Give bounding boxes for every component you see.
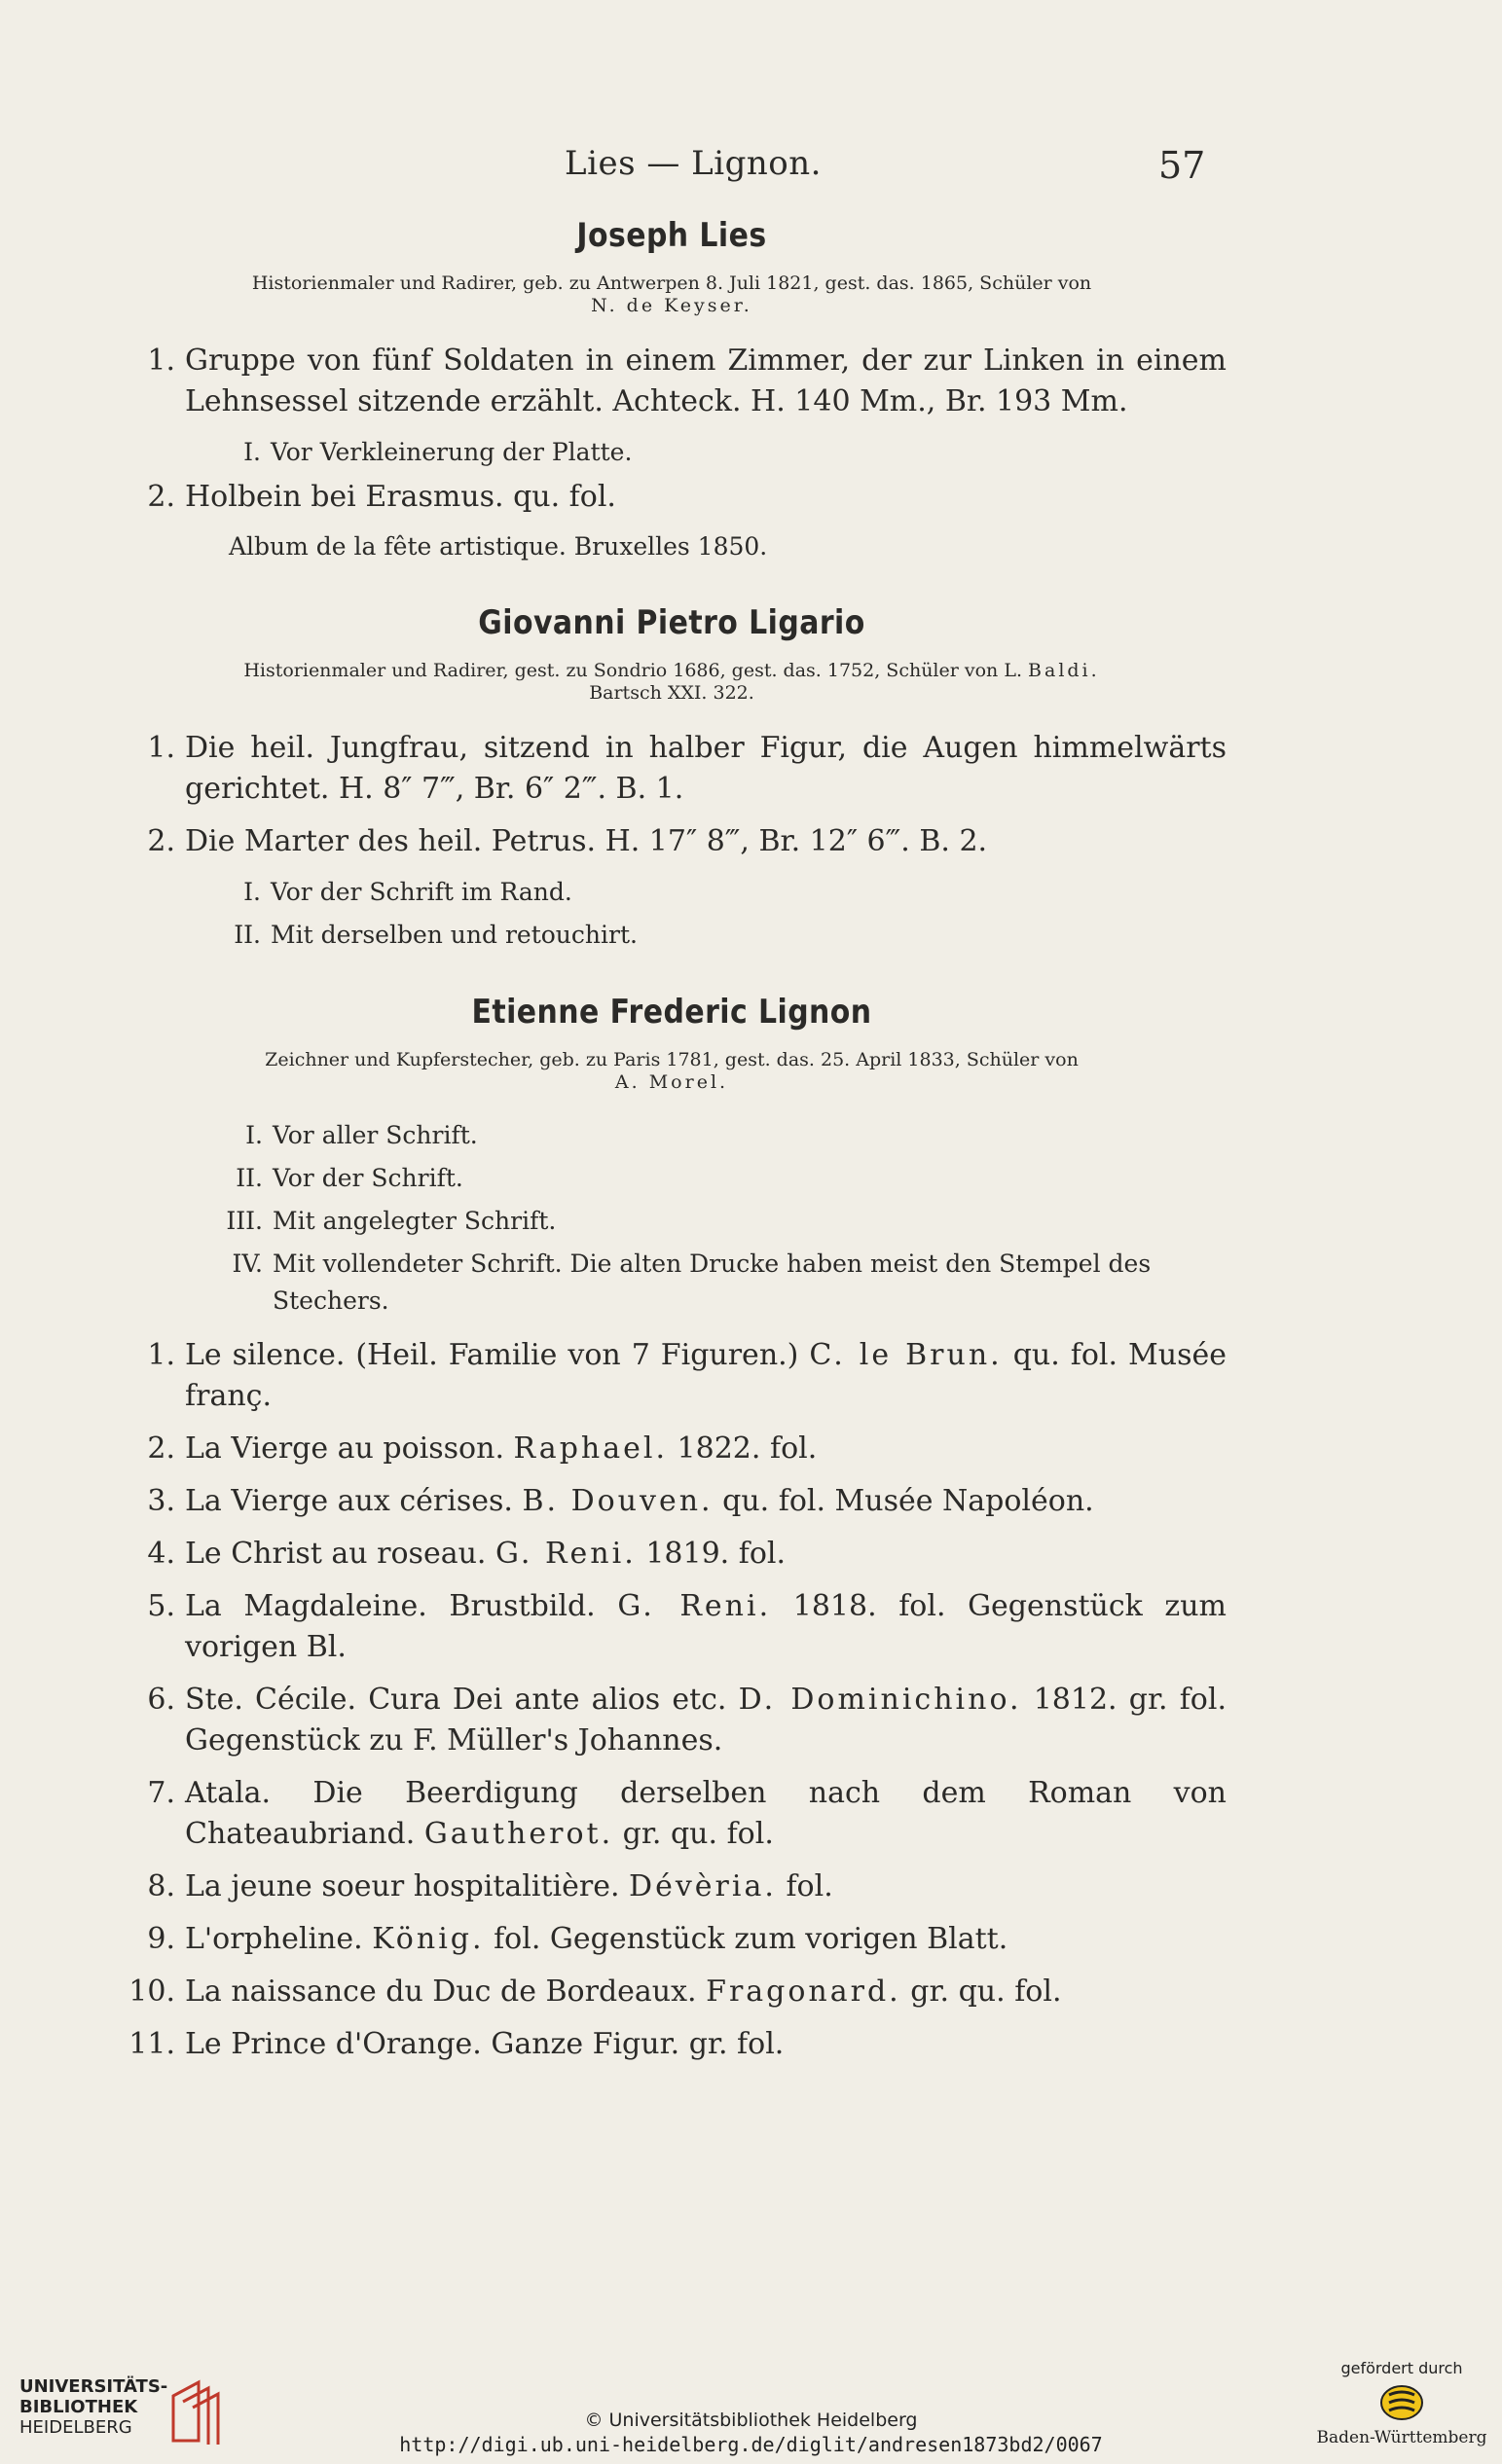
entry-number: 1. — [147, 731, 175, 765]
state-line — [117, 1246, 1227, 1320]
entry-artist: Raphael. — [513, 1431, 668, 1466]
library-line-1: UNIVERSITÄTS- — [19, 2376, 168, 2397]
bio-text: Historienmaler und Radirer, geb. zu Antwerpen 8. Juli 1821, gest. das. 1865, Schüler von — [251, 272, 1092, 294]
state-number: IV. — [232, 1250, 263, 1278]
entry-number: 1. — [147, 1338, 175, 1372]
permalink-url[interactable]: http://digi.ub.uni-heidelberg.de/diglit/andresen1873bd2/0067 — [399, 2433, 1103, 2456]
entry-number: 7. — [147, 1776, 175, 1810]
entry-text: La jeune soeur hospitalitière. — [185, 1869, 620, 1903]
entry-text: Die Marter des heil. Petrus. H. 17″ 8‴, Br. 12″ 6‴. B. 2. — [185, 824, 988, 858]
bio-teacher: N. de Keyser. — [591, 295, 752, 316]
entry-text: La Magdaleine. Brustbild. — [185, 1589, 596, 1623]
entry-artist: C. le Brun. — [809, 1338, 1003, 1372]
entry-text: Ste. Cécile. Cura Dei ante alios etc. — [185, 1683, 727, 1717]
entry-number: 3. — [147, 1484, 175, 1518]
section-etienne-frederic-lignon — [117, 993, 1227, 2065]
entry-artist: G. Reni. — [617, 1589, 772, 1623]
entry-tail: gr. fol. — [688, 2027, 785, 2061]
state-number: I. — [243, 878, 261, 906]
entry-tail: fol. Gegenstück zum vorigen Blatt. — [494, 1922, 1008, 1956]
entry-text: Gruppe von fünf Soldaten in einem Zimmer, der zur Linken in einem Lehnsessel sitzende erzählt. Achteck. H. 140 Mm., Br. 193 Mm. — [185, 344, 1227, 418]
entry-text: La naissance du Duc de Bordeaux. — [185, 1975, 697, 2009]
entry-artist: G. Reni. — [495, 1537, 637, 1571]
entry-number: 2. — [147, 824, 175, 858]
catalogue-entry — [117, 1680, 1227, 1761]
entry-text: Atala. Die Beerdigung derselben nach dem Roman von Chateaubriand. — [185, 1776, 1227, 1851]
catalogue-entry — [117, 1866, 1227, 1907]
entry-tail: qu. fol. Musée franç. — [185, 1338, 1227, 1413]
state-number: I. — [245, 1121, 263, 1149]
library-line-2: BIBLIOTHEK — [19, 2397, 138, 2417]
entry-number: 6. — [147, 1683, 175, 1717]
state-line — [117, 434, 1227, 471]
running-title: Lies — Lignon. — [565, 144, 822, 183]
state-text: Vor der Schrift im Rand. — [271, 878, 572, 906]
bio-text: Historienmaler und Radirer, gest. zu Sondrio 1686, gest. das. 1752, Schüler von L. — [243, 660, 1022, 681]
artist-bio — [117, 660, 1227, 705]
catalogue-entry — [117, 1335, 1227, 1417]
entry-number: 8. — [147, 1869, 175, 1903]
state-line — [117, 1117, 1227, 1154]
catalogue-entry — [117, 341, 1227, 422]
state-text: Vor Verkleinerung der Platte. — [271, 438, 633, 466]
section-title: Etienne Frederic Lignon — [471, 993, 872, 1032]
catalogue-entry — [117, 728, 1227, 810]
entry-tail: 1818. fol. Gegenstück zum vorigen Bl. — [185, 1589, 1227, 1664]
state-line — [117, 917, 1227, 954]
artist-bio — [117, 1049, 1227, 1094]
state-line — [117, 1160, 1227, 1197]
artist-bio — [117, 272, 1227, 317]
entry-number: 9. — [147, 1922, 175, 1956]
page-footer — [0, 2326, 1502, 2464]
entry-tail: fol. — [786, 1869, 833, 1903]
state-number: III. — [226, 1207, 263, 1235]
page-number: 57 — [1158, 144, 1206, 187]
catalogue-entry — [117, 1481, 1227, 1522]
state-number: II. — [236, 1164, 263, 1192]
entry-text: La Vierge aux cérises. — [185, 1484, 513, 1518]
page-header — [0, 144, 1502, 202]
copyright-notice: © Universitätsbibliothek Heidelberg — [584, 2410, 918, 2431]
state-line — [117, 1203, 1227, 1240]
entry-note: Album de la fête artistique. Bruxelles 1850. — [229, 532, 768, 561]
entry-artist: Dévèria. — [629, 1869, 777, 1903]
sponsor-name: Baden-Württemberg — [1316, 2428, 1487, 2447]
entry-tail: gr. qu. fol. — [622, 1817, 774, 1851]
entry-text: Le Christ au roseau. — [185, 1537, 487, 1571]
entry-tail: gr. qu. fol. — [910, 1975, 1062, 2009]
entry-tail: qu. fol. Musée Napoléon. — [722, 1484, 1094, 1518]
state-text: Mit derselben und retouchirt. — [271, 921, 638, 949]
state-text: Vor aller Schrift. — [273, 1121, 478, 1149]
entry-number: 5. — [147, 1589, 175, 1623]
catalogue-entry — [117, 1972, 1227, 2012]
catalogue-entry — [117, 1586, 1227, 1668]
state-text: Mit angelegter Schrift. — [273, 1207, 557, 1235]
entry-text: Die heil. Jungfrau, sitzend in halber Figur, die Augen himmelwärts gerichtet. H. 8″ 7‴, Br. 6″ 2‴. B. 1. — [185, 731, 1227, 806]
catalogue-entry — [117, 1773, 1227, 1855]
coat-of-arms-icon — [1379, 2383, 1424, 2422]
bio-teacher: A. Morel. — [614, 1071, 729, 1093]
catalogue-entry — [117, 477, 1227, 518]
state-text: Mit vollendeter Schrift. Die alten Drucke haben meist den Stempel des Stechers. — [273, 1250, 1152, 1315]
entry-text: Holbein bei Erasmus. qu. fol. — [185, 480, 616, 514]
catalogue-entry — [117, 2024, 1227, 2065]
entry-tail: 1812. gr. fol. Gegenstück zu F. Müller's Johannes. — [185, 1683, 1227, 1757]
catalogue-entry — [117, 1919, 1227, 1960]
entry-number: 4. — [147, 1537, 175, 1571]
entry-text: La Vierge au poisson. — [185, 1431, 504, 1466]
bio-teacher: Baldi. — [1028, 660, 1100, 681]
state-number: II. — [234, 921, 261, 949]
entry-number: 11. — [128, 2027, 175, 2061]
entry-artist: König. — [372, 1922, 485, 1956]
entry-text: L'orpheline. — [185, 1922, 363, 1956]
sponsor-block — [1314, 2359, 1489, 2447]
section-title: Giovanni Pietro Ligario — [478, 603, 865, 642]
sponsor-label: gefördert durch — [1340, 2359, 1463, 2377]
entry-number: 1. — [147, 344, 175, 378]
page-content — [117, 216, 1227, 2077]
entry-artist: D. Dominichino. — [738, 1683, 1022, 1717]
entry-artist: Fragonard. — [706, 1975, 901, 2009]
catalogue-entry — [117, 1429, 1227, 1469]
bio-text: Zeichner und Kupferstecher, geb. zu Paris 1781, gest. das. 25. April 1833, Schüler von — [265, 1049, 1079, 1070]
bio-reference: Bartsch XXI. 322. — [589, 682, 754, 704]
state-line — [117, 874, 1227, 911]
section-giovanni-pietro-ligario — [117, 603, 1227, 954]
entry-text: Le silence. (Heil. Familie von 7 Figuren.) — [185, 1338, 799, 1372]
state-number: I. — [243, 438, 261, 466]
entry-tail: 1819. fol. — [645, 1537, 787, 1571]
entry-artist: B. Douven. — [522, 1484, 714, 1518]
section-title: Joseph Lies — [576, 216, 767, 255]
library-line-3: HEIDELBERG — [19, 2417, 132, 2438]
entry-artist: Gautherot. — [423, 1817, 614, 1851]
entry-text: Le Prince d'Orange. Ganze Figur. — [185, 2027, 680, 2061]
entry-number: 2. — [147, 1431, 175, 1466]
section-joseph-lies — [117, 216, 1227, 564]
catalogue-entry — [117, 1534, 1227, 1575]
entry-tail: 1822. fol. — [677, 1431, 818, 1466]
entry-number: 2. — [147, 480, 175, 514]
entry-number: 10. — [128, 1975, 175, 2009]
state-text: Vor der Schrift. — [273, 1164, 463, 1192]
catalogue-entry — [117, 821, 1227, 862]
